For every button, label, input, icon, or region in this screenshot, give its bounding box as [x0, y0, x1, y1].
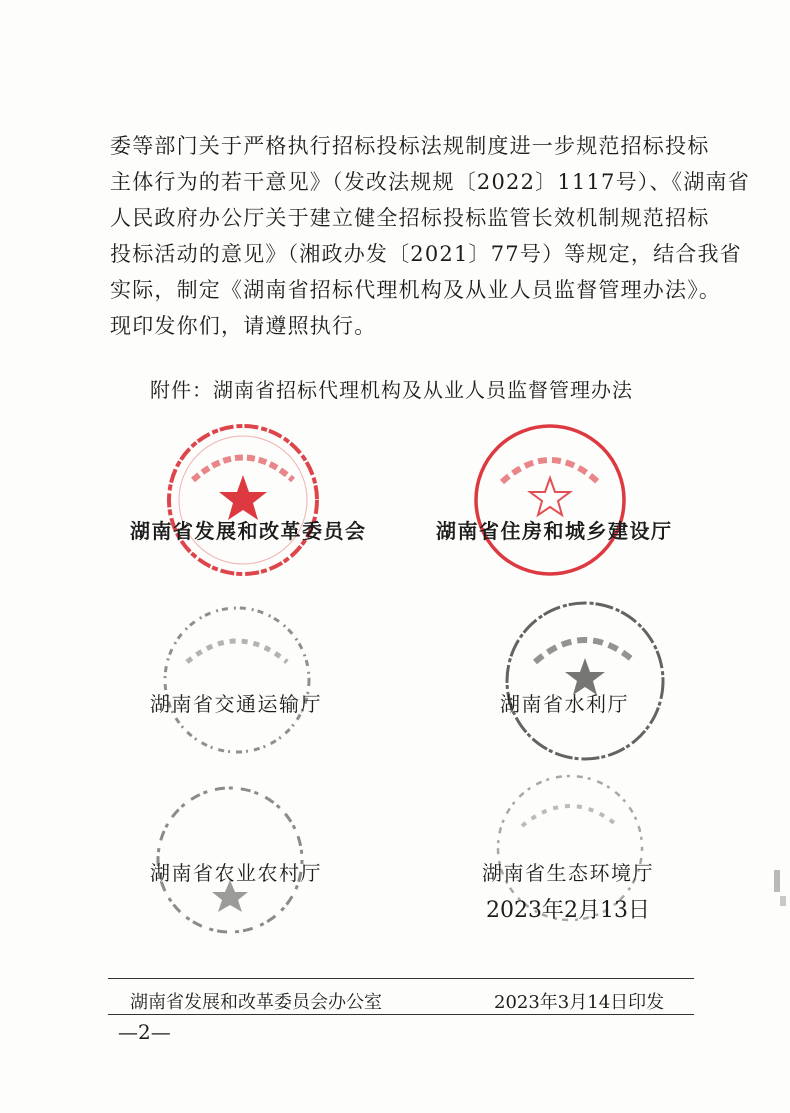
seal-stamp-housing — [470, 420, 630, 580]
signer-name: 湖南省生态环境厅 — [482, 861, 654, 885]
seal-stamp-transport — [157, 600, 317, 760]
signer-name: 湖南省住房和城乡建设厅 — [436, 519, 673, 543]
signer-name: 湖南省交通运输厅 — [150, 692, 322, 716]
signer-name: 湖南省发展和改革委员会 — [130, 519, 367, 543]
body-line: 投标活动的意见》（湘政办发〔2021〕77号）等规定，结合我省 — [110, 242, 742, 266]
signing-date: 2023年2月13日 — [486, 898, 650, 923]
page-number: —2— — [118, 1020, 171, 1044]
body-text — [110, 128, 750, 344]
body-line: 委等部门关于严格执行招标投标法规制度进一步规范招标投标 — [110, 134, 710, 158]
footer-bottom-rule — [108, 1014, 694, 1015]
body-line: 主体行为的若干意见》（发改法规规〔2022〕1117号）、《湖南省 — [110, 170, 750, 194]
footer-issuer: 湖南省发展和改革委员会办公室 — [130, 992, 382, 1013]
attachment-line: 附件：湖南省招标代理机构及从业人员监督管理办法 — [150, 378, 633, 402]
body-line: 实际，制定《湖南省招标代理机构及从业人员监督管理办法》。 — [110, 278, 722, 302]
footer-issue-date: 2023年3月14日印发 — [494, 992, 665, 1013]
signer-name: 湖南省农业农村厅 — [150, 861, 322, 885]
seal-stamp-water — [500, 596, 670, 766]
footer-top-rule — [108, 978, 694, 979]
body-line: 人民政府办公厅关于建立健全招标投标监管长效机制规范招标 — [110, 206, 710, 230]
scan-edge-mark — [768, 860, 790, 920]
seal-stamp-drc — [163, 420, 323, 580]
body-line: 现印发你们，请遵照执行。 — [110, 314, 377, 338]
signer-name: 湖南省水利厅 — [500, 692, 629, 716]
